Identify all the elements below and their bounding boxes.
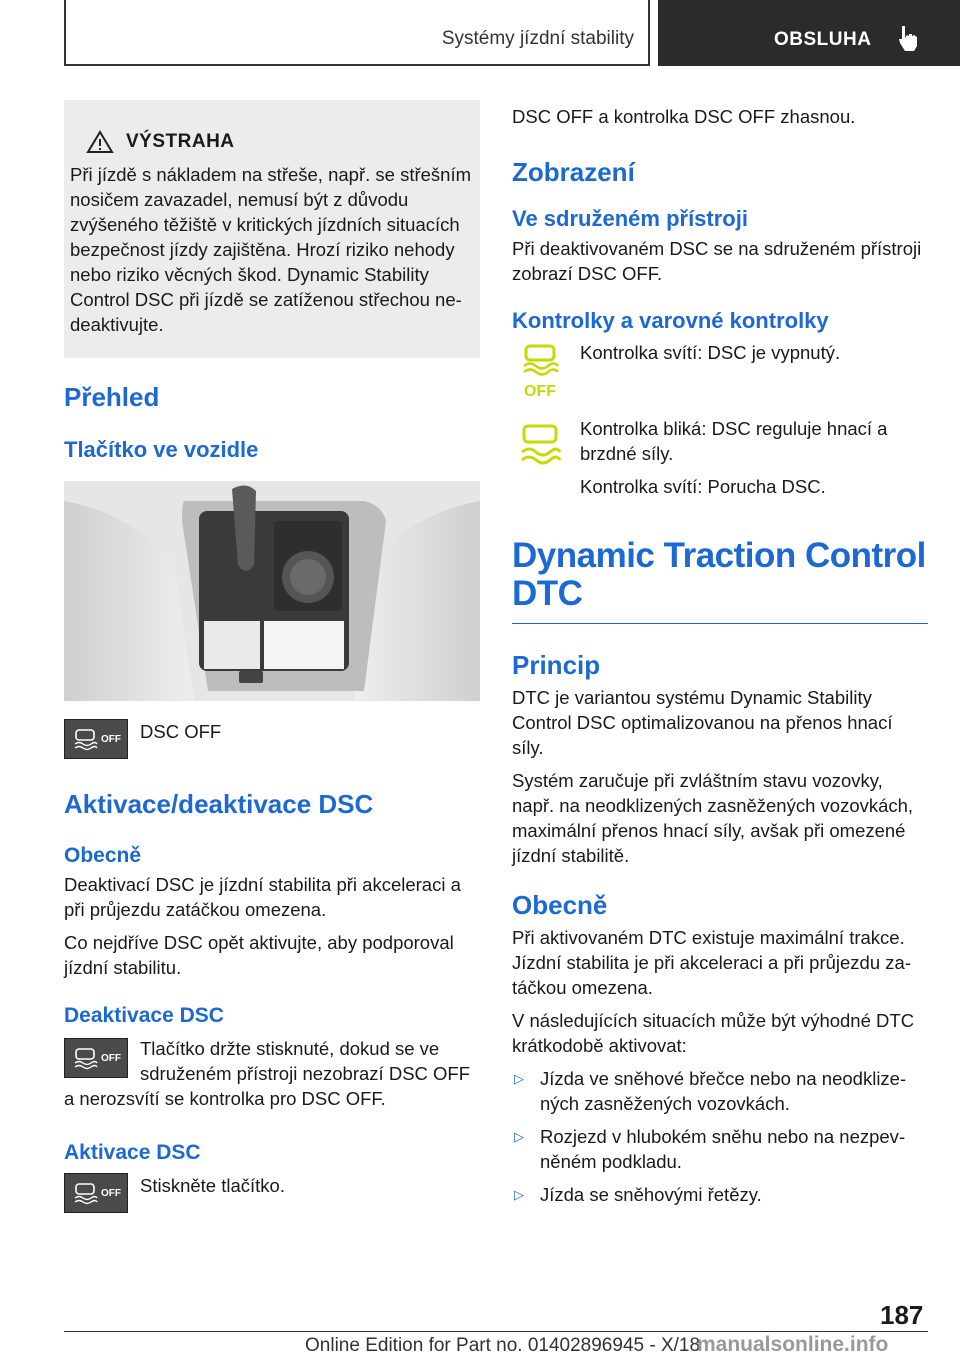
indicator-blink-text: Kontrolka bliká: DSC reguluje hnací a brzdné síly. [580,418,888,464]
general-right-paragraph-1: Při aktivovaném DTC existuje maximální trakce. Jízdní stabilita je při akceleraci a při průjezdu zatáčkou omezena. [512,927,911,998]
dsc-icon-label: OFF [101,733,121,745]
bullet-triangle-icon: ▷ [514,1071,524,1086]
left-column [64,100,480,1213]
dsc-icon-label: OFF [101,1187,121,1199]
activation-text: Stiskněte tlačítko. [140,1175,285,1196]
indicator-off-text: Kontrolka svítí: DSC je vypnutý. [580,342,841,363]
list-item [512,1124,928,1174]
indicator-row-dsc [512,416,928,499]
warning-title-text: VÝSTRAHA [126,131,235,152]
car-skid-icon [71,1046,99,1070]
header-chapter-box [658,0,960,66]
indicator-off-badge: OFF [524,383,556,400]
cluster-heading: Ve sdruženém přístroji [512,206,748,231]
header-section-title: Systémy jízdní stability [441,28,634,49]
activation-dsc-heading: Aktivace DSC [64,1141,201,1164]
warning-triangle-icon [86,130,114,154]
cluster-text: Při deaktivovaném DSC se na sdruženém přístroji zobrazí DSC OFF. [512,238,922,284]
dsc-icon-label: OFF [101,1052,121,1064]
footer-rule [64,1331,928,1332]
principle-heading: Princip [512,650,601,680]
bullet-triangle-icon: ▷ [514,1129,524,1144]
header-section-box [64,0,650,66]
car-skid-icon [71,727,99,751]
dtc-heading [512,537,928,613]
bullet-list [512,1066,928,1207]
dsc-off-button-icon [64,1038,128,1078]
top-continuation-text: DSC OFF a kontrolka DSC OFF zhasnou. [512,106,856,127]
heading-rule [512,623,928,624]
dsc-off-indicator-icon [512,340,568,406]
deactivation-text: Tlačítko držte stisknuté, dokud se ve sdruženém přístroji nezobrazí DSC OFF a nerozsvítí se kontrolka pro DSC OFF. [64,1038,471,1109]
principle-paragraph-2: Systém zaručuje při zvláštním stavu vozovky, např. na neodklizených zasněžených vozovkách, maximální přenos hnací síly, avšak při omezené jízdní stabilitě. [512,770,914,866]
list-item-text: Rozjezd v hlubokém sněhu nebo na nezpevněném podkladu. [540,1126,906,1172]
general-heading-left: Obecně [64,844,142,867]
indicator-fault-text: Kontrolka svítí: Porucha DSC. [580,476,826,497]
indicators-heading: Kontrolky a varovné kontrolky [512,308,829,333]
dtc-heading-line1: Dynamic Traction Control [512,536,926,575]
bullet-triangle-icon: ▷ [514,1187,524,1202]
page-number: 187 [880,1300,924,1330]
right-column [512,100,928,1207]
list-item [512,1066,928,1116]
general-heading-right: Obecně [512,890,608,920]
dsc-off-button-icon [64,1173,128,1213]
warning-text: Při jízdě s nákladem na střeše, např. se střešním nosičem zavazadel, nemusí být z důvodu zvýšeného těžiště v kritických jízdních situacích bezpečnost jízdy zajištěna. Hrozí riziko nehody nebo riziko věcných škod. Dynamic Stability Control DSC při jízdě se zatíženou střechou nedeaktivujte. [70,164,472,335]
footer-edition: Online Edition for Part no. 01402896945 - X/18 [305,1335,701,1356]
car-skid-icon [71,1181,99,1205]
overview-heading: Přehled [64,382,160,412]
footer-watermark: manualsonline.info [697,1333,889,1356]
warning-title [86,130,472,154]
dtc-heading-line2: DTC [512,574,583,613]
console-illustration [64,481,480,701]
display-heading: Zobrazení [512,157,635,187]
dsc-off-button-icon [64,719,128,759]
deactivation-heading: Deaktivace DSC [64,1004,224,1027]
header-chapter-title: OBSLUHA [774,29,872,50]
list-item [512,1182,928,1207]
list-item-text: Jízda se sněhovými řetězy. [540,1184,762,1205]
photo-caption-row [64,719,480,759]
button-heading: Tlačítko ve vozidle [64,437,259,462]
vehicle-console-photo [64,481,480,701]
deactivation-block [64,1036,480,1111]
principle-paragraph-1: DTC je variantou systému Dynamic Stability Control DSC optimalizovanou na přenos hnací síly. [512,687,893,758]
dsc-indicator-icon [512,420,568,480]
general-paragraph-1: Deaktivací DSC je jízdní stabilita při akceleraci a při průjezdu zatáčkou omezena. [64,874,461,920]
pointing-hand-icon [896,24,922,52]
photo-caption: DSC OFF [140,721,222,742]
general-paragraph-2: Co nejdříve DSC opět aktivujte, aby podporoval jízdní stabilitu. [64,932,454,978]
activation-heading: Aktivace/deaktivace DSC [64,789,374,819]
indicator-row-off [512,340,928,406]
warning-box [64,100,480,358]
general-right-paragraph-2: V následujících situacích může být výhodné DTC krátkodobě aktivovat: [512,1010,915,1056]
indicator-dsc-texts [580,416,928,499]
activation-block [64,1173,480,1213]
page-header [0,0,960,66]
list-item-text: Jízda ve sněhové břečce nebo na neodklizených zasněžených vozovkách. [540,1068,907,1114]
